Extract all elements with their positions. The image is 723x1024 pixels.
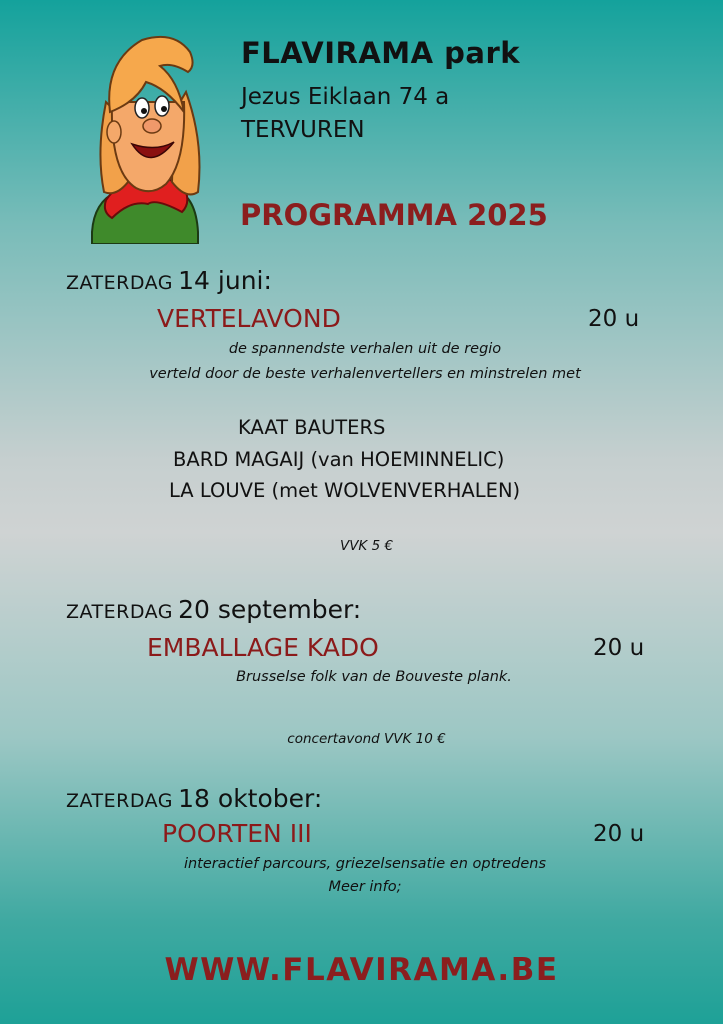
event-3-desc-2: Meer info; [328, 879, 402, 895]
event-1-desc-1: de spannendste verhalen uit de regio [228, 341, 502, 357]
event-1-desc-2: verteld door de beste verhalenvertellers en minstrelen met [149, 366, 581, 382]
event-1-artist-3: LA LOUVE (met WOLVENVERHALEN) [169, 479, 521, 502]
event-3-date: 18 oktober: [178, 784, 323, 813]
event-3-name: POORTEN III [162, 819, 312, 848]
address-city: TERVUREN [241, 117, 365, 143]
website-link[interactable]: WWW.FLAVIRAMA.BE [164, 952, 559, 988]
event-3-time: 20 u [593, 821, 645, 847]
event-1-name: VERTELAVOND [157, 304, 341, 333]
event-3-date-line [66, 784, 322, 813]
programma-heading: PROGRAMMA 2025 [240, 198, 548, 232]
event-2-desc: Brusselse folk van de Bouveste plank. [236, 669, 512, 685]
event-3-day-label: ZATERDAG [66, 790, 174, 812]
event-1-time: 20 u [588, 306, 640, 332]
event-1-price: VVK 5 € [339, 538, 394, 554]
event-1-day-label: ZATERDAG [66, 272, 174, 294]
event-1-artist-1: KAAT BAUTERS [238, 416, 386, 439]
event-1-artist-2: BARD MAGAIJ (van HOEMINNELIC) [173, 448, 505, 471]
event-2-day-label: ZATERDAG [66, 601, 174, 623]
event-1-date: 14 juni: [178, 266, 272, 295]
event-2-date-line [66, 595, 361, 624]
event-2-date: 20 september: [178, 595, 362, 624]
cartoon-character-icon [86, 32, 206, 244]
event-1-date-line [66, 266, 272, 295]
event-2-name: EMBALLAGE KADO [147, 633, 379, 662]
event-2-time: 20 u [593, 635, 645, 661]
address-street: Jezus Eiklaan 74 a [241, 84, 450, 110]
event-3-desc-1: interactief parcours, griezelsensatie en optredens [183, 856, 547, 872]
park-title: FLAVIRAMA park [241, 36, 521, 70]
event-2-price: concertavond VVK 10 € [287, 731, 446, 747]
